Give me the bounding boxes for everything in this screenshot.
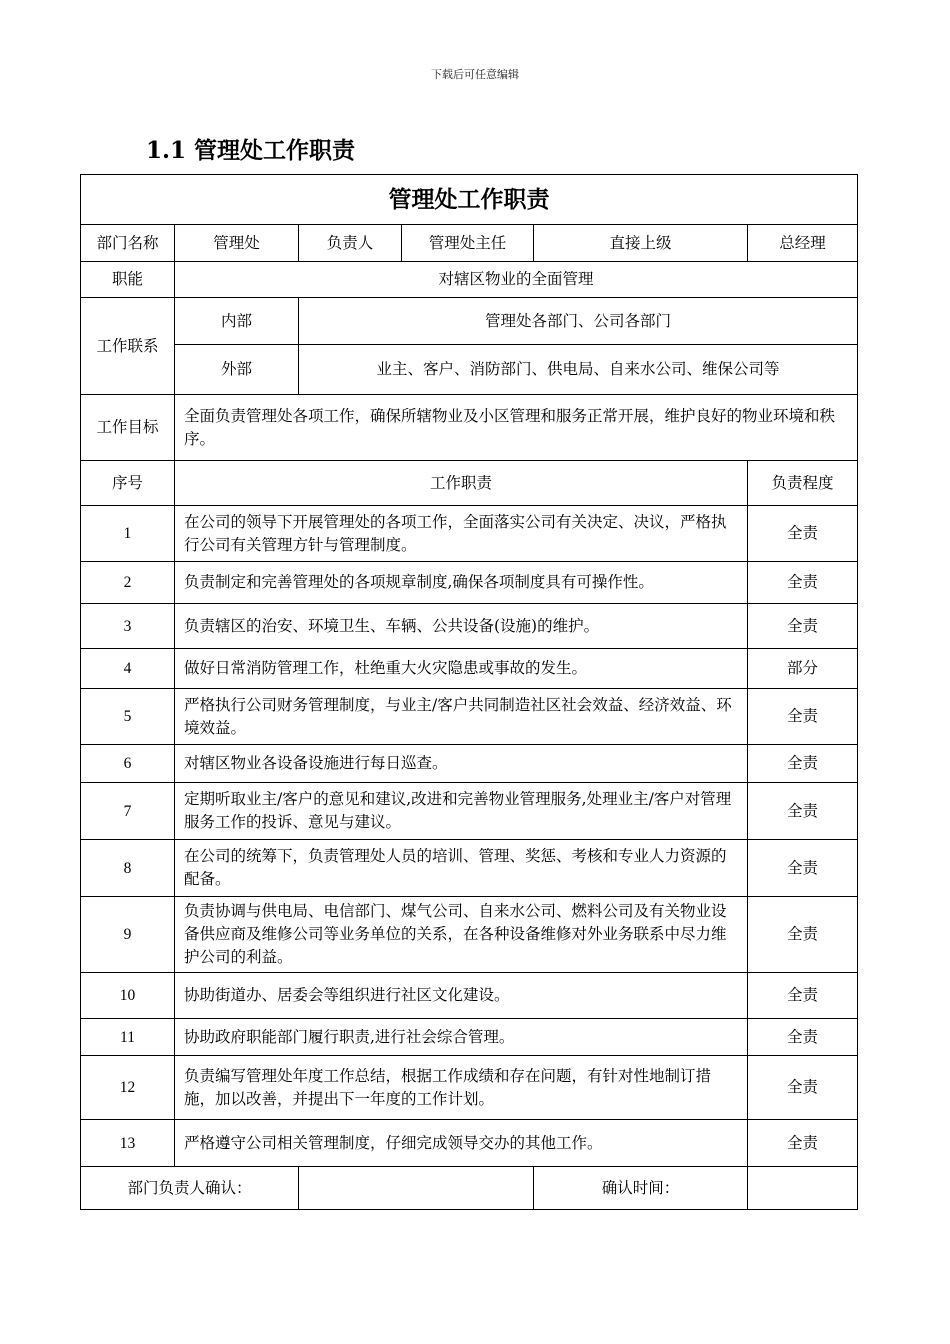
goal-label: 工作目标 — [81, 395, 175, 461]
row-no: 10 — [81, 973, 175, 1019]
row-no: 11 — [81, 1019, 175, 1056]
confirm-time-field[interactable] — [748, 1167, 858, 1210]
superior-value: 总经理 — [748, 225, 858, 262]
liaison-label: 工作联系 — [81, 298, 175, 395]
confirm-signature-field[interactable] — [299, 1167, 534, 1210]
col-header-duty: 工作职责 — [175, 461, 748, 506]
duty-table — [80, 174, 858, 1210]
row-duty: 负责辖区的治安、环境卫生、车辆、公共设备(设施)的维护。 — [175, 604, 748, 649]
row-duty: 负责协调与供电局、电信部门、煤气公司、自来水公司、燃料公司及有关物业设备供应商及维修公司等业务单位的关系，在各种设备维修对外业务联系中尽力维护公司的利益。 — [175, 897, 748, 973]
goal-value: 全面负责管理处各项工作，确保所辖物业及小区管理和服务正常开展，维护良好的物业环境和秩序。 — [175, 395, 858, 461]
table-row — [81, 562, 858, 604]
row-level: 全责 — [748, 1056, 858, 1120]
row-no: 2 — [81, 562, 175, 604]
row-duty: 在公司的领导下开展管理处的各项工作，全面落实公司有关决定、决议，严格执行公司有关管理方针与管理制度。 — [175, 506, 748, 562]
table-row — [81, 604, 858, 649]
table-row — [81, 1056, 858, 1120]
table-row — [81, 897, 858, 973]
row-duty: 对辖区物业各设备设施进行每日巡查。 — [175, 745, 748, 783]
confirm-label: 部门负责人确认： — [81, 1167, 299, 1210]
row-no: 12 — [81, 1056, 175, 1120]
header-note: 下载后可任意编辑 — [431, 68, 519, 81]
row-no: 4 — [81, 649, 175, 689]
table-row — [81, 783, 858, 840]
row-no: 13 — [81, 1120, 175, 1167]
internal-label: 内部 — [175, 298, 299, 345]
row-no: 8 — [81, 840, 175, 897]
col-header-no: 序号 — [81, 461, 175, 506]
table-row — [81, 1120, 858, 1167]
table-row — [81, 840, 858, 897]
row-level: 全责 — [748, 604, 858, 649]
row-level: 全责 — [748, 840, 858, 897]
row-duty: 严格遵守公司相关管理制度，仔细完成领导交办的其他工作。 — [175, 1120, 748, 1167]
row-level: 全责 — [748, 562, 858, 604]
external-value: 业主、客户、消防部门、供电局、自来水公司、维保公司等 — [299, 345, 858, 395]
table-title: 管理处工作职责 — [81, 175, 858, 225]
dept-name-label: 部门名称 — [81, 225, 175, 262]
superior-label: 直接上级 — [534, 225, 748, 262]
row-level: 全责 — [748, 897, 858, 973]
row-duty: 协助政府职能部门履行职责,进行社会综合管理。 — [175, 1019, 748, 1056]
row-no: 7 — [81, 783, 175, 840]
row-no: 6 — [81, 745, 175, 783]
col-header-level: 负责程度 — [748, 461, 858, 506]
row-level: 全责 — [748, 973, 858, 1019]
row-no: 1 — [81, 506, 175, 562]
row-level: 全责 — [748, 783, 858, 840]
function-value: 对辖区物业的全面管理 — [175, 262, 858, 298]
confirm-time-label: 确认时间： — [534, 1167, 748, 1210]
table-row — [81, 973, 858, 1019]
row-duty: 在公司的统筹下，负责管理处人员的培训、管理、奖惩、考核和专业人力资源的配备。 — [175, 840, 748, 897]
row-level: 全责 — [748, 745, 858, 783]
table-row — [81, 745, 858, 783]
section-heading: 1.1 管理处工作职责 — [146, 137, 356, 164]
row-no: 9 — [81, 897, 175, 973]
responsible-label: 负责人 — [299, 225, 402, 262]
function-label: 职能 — [81, 262, 175, 298]
table-row — [81, 689, 858, 745]
table-row — [81, 1019, 858, 1056]
row-duty: 协助街道办、居委会等组织进行社区文化建设。 — [175, 973, 748, 1019]
internal-value: 管理处各部门、公司各部门 — [299, 298, 858, 345]
external-label: 外部 — [175, 345, 299, 395]
row-level: 全责 — [748, 1019, 858, 1056]
row-duty: 负责制定和完善管理处的各项规章制度,确保各项制度具有可操作性。 — [175, 562, 748, 604]
row-level: 全责 — [748, 1120, 858, 1167]
row-level: 全责 — [748, 689, 858, 745]
row-no: 3 — [81, 604, 175, 649]
row-no: 5 — [81, 689, 175, 745]
row-level: 部分 — [748, 649, 858, 689]
table-row — [81, 506, 858, 562]
row-duty: 严格执行公司财务管理制度，与业主/客户共同制造社区社会效益、经济效益、环境效益。 — [175, 689, 748, 745]
row-duty: 负责编写管理处年度工作总结，根据工作成绩和存在问题，有针对性地制订措施，加以改善，并提出下一年度的工作计划。 — [175, 1056, 748, 1120]
row-duty: 定期听取业主/客户的意见和建议,改进和完善物业管理服务,处理业主/客户对管理服务工作的投诉、意见与建议。 — [175, 783, 748, 840]
row-level: 全责 — [748, 506, 858, 562]
responsible-value: 管理处主任 — [402, 225, 534, 262]
row-duty: 做好日常消防管理工作，杜绝重大火灾隐患或事故的发生。 — [175, 649, 748, 689]
dept-name-value: 管理处 — [175, 225, 299, 262]
table-row — [81, 649, 858, 689]
